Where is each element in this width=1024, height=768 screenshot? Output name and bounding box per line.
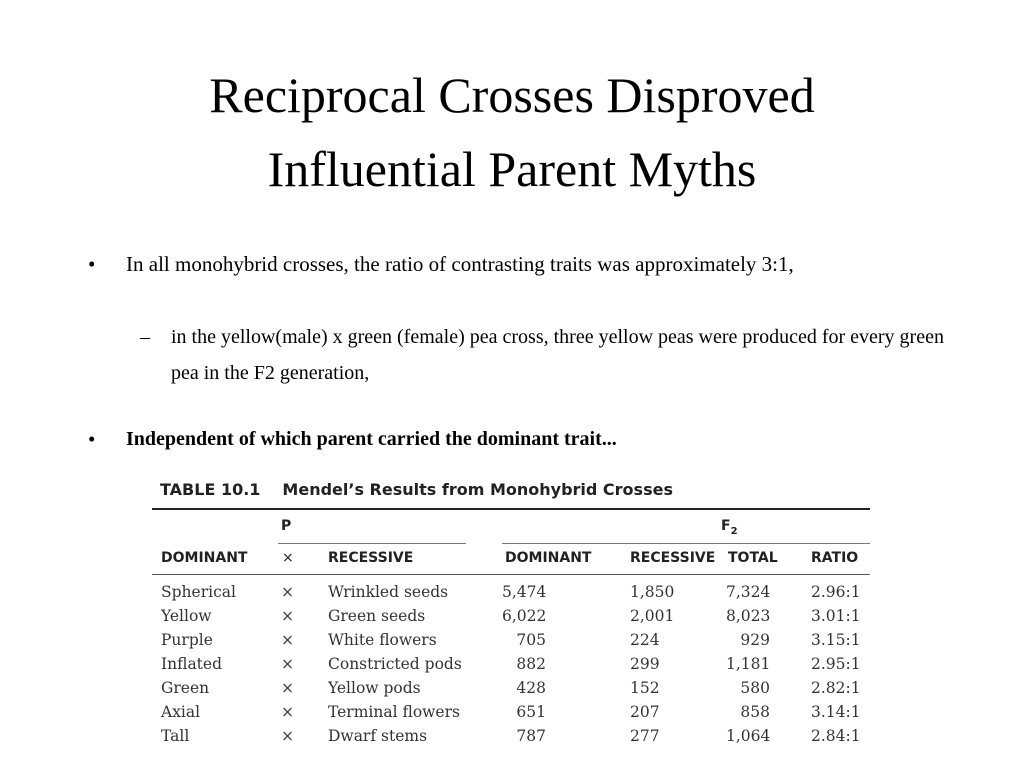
table-row bbox=[152, 631, 872, 655]
table-number: TABLE 10.1 bbox=[160, 480, 261, 499]
group-rule-f2 bbox=[502, 543, 870, 544]
col-header-f2-dominant: DOMINANT bbox=[505, 550, 592, 566]
cell-total: 1,064 bbox=[726, 727, 771, 745]
col-header-total: TOTAL bbox=[728, 550, 778, 566]
col-header-ratio: RATIO bbox=[811, 550, 859, 566]
cell-dominant: Axial bbox=[161, 703, 201, 721]
cell-f2-dominant: 651 bbox=[516, 703, 546, 721]
cell-total: 929 bbox=[740, 631, 770, 649]
cell-cross: × bbox=[281, 631, 294, 649]
cell-cross: × bbox=[281, 583, 294, 601]
cell-f2-recessive: 277 bbox=[630, 727, 660, 745]
bullet-text: In all monohybrid crosses, the ratio of contrasting traits was approximately 3:1, bbox=[126, 252, 794, 276]
cell-ratio: 3.14:1 bbox=[811, 703, 861, 721]
col-header-recessive: RECESSIVE bbox=[328, 550, 414, 566]
table-top-rule bbox=[152, 508, 870, 510]
cell-ratio: 2.82:1 bbox=[811, 679, 861, 697]
table-row bbox=[152, 655, 872, 679]
cell-f2-dominant: 428 bbox=[516, 679, 546, 697]
cell-dominant: Purple bbox=[161, 631, 213, 649]
cell-cross: × bbox=[281, 679, 294, 697]
results-table bbox=[152, 476, 872, 756]
cell-f2-recessive: 207 bbox=[630, 703, 660, 721]
table-row bbox=[152, 703, 872, 727]
cell-dominant: Spherical bbox=[161, 583, 236, 601]
cell-total: 8,023 bbox=[726, 607, 771, 625]
table-row bbox=[152, 679, 872, 703]
cell-recessive: Green seeds bbox=[328, 607, 426, 625]
cell-total: 1,181 bbox=[726, 655, 771, 673]
sub-bullet-text: in the yellow(male) x green (female) pea cross, three yellow peas were produced for every green pea in the F2 generation, bbox=[171, 326, 944, 384]
cell-f2-dominant: 882 bbox=[516, 655, 546, 673]
col-header-f2-recessive: RECESSIVE bbox=[630, 550, 716, 566]
group-rule-p bbox=[278, 543, 466, 544]
col-header-dominant: DOMINANT bbox=[161, 550, 248, 566]
cell-ratio: 3.01:1 bbox=[811, 607, 861, 625]
cell-cross: × bbox=[281, 607, 294, 625]
table-title: Mendel’s Results from Monohybrid Crosses bbox=[282, 480, 673, 499]
slide-title-line-1: Reciprocal Crosses Disproved bbox=[209, 67, 815, 123]
group-header-f2-subscript: 2 bbox=[730, 525, 738, 537]
cell-total: 858 bbox=[740, 703, 770, 721]
cell-cross: × bbox=[281, 727, 294, 745]
cell-total: 580 bbox=[740, 679, 770, 697]
cell-recessive: Dwarf stems bbox=[328, 727, 428, 745]
col-header-cross: × bbox=[282, 550, 294, 566]
dash-icon: – bbox=[140, 326, 150, 348]
table-caption bbox=[160, 480, 673, 499]
cell-dominant: Yellow bbox=[161, 607, 212, 625]
cell-f2-recessive: 299 bbox=[630, 655, 660, 673]
table-row bbox=[152, 607, 872, 631]
cell-recessive: Wrinkled seeds bbox=[328, 583, 449, 601]
bullet-icon: • bbox=[88, 427, 96, 451]
cell-f2-recessive: 2,001 bbox=[630, 607, 675, 625]
cell-ratio: 2.95:1 bbox=[811, 655, 861, 673]
cell-f2-recessive: 224 bbox=[630, 631, 660, 649]
slide-title bbox=[0, 58, 1024, 206]
cell-dominant: Inflated bbox=[161, 655, 223, 673]
cell-recessive: White flowers bbox=[328, 631, 437, 649]
cell-dominant: Tall bbox=[161, 727, 190, 745]
cell-ratio: 3.15:1 bbox=[811, 631, 861, 649]
cell-f2-recessive: 152 bbox=[630, 679, 660, 697]
cell-f2-recessive: 1,850 bbox=[630, 583, 675, 601]
slide-title-line-2: Influential Parent Myths bbox=[267, 141, 757, 197]
group-header-f2 bbox=[721, 518, 738, 537]
bullet-text: Independent of which parent carried the dominant trait... bbox=[126, 428, 617, 450]
cell-f2-dominant: 705 bbox=[516, 631, 546, 649]
cell-f2-dominant: 787 bbox=[516, 727, 546, 745]
cell-recessive: Terminal flowers bbox=[328, 703, 460, 721]
bullet-icon: • bbox=[88, 252, 96, 276]
cell-cross: × bbox=[281, 655, 294, 673]
header-bottom-rule bbox=[152, 574, 870, 575]
cell-f2-dominant: 6,022 bbox=[502, 607, 547, 625]
group-header-p: P bbox=[281, 518, 292, 534]
table-row bbox=[152, 583, 872, 607]
cell-f2-dominant: 5,474 bbox=[502, 583, 547, 601]
cell-recessive: Constricted pods bbox=[328, 655, 462, 673]
cell-recessive: Yellow pods bbox=[328, 679, 421, 697]
cell-ratio: 2.96:1 bbox=[811, 583, 861, 601]
cell-dominant: Green bbox=[161, 679, 210, 697]
group-header-f2-label: F bbox=[721, 518, 731, 534]
cell-cross: × bbox=[281, 703, 294, 721]
table-row bbox=[152, 727, 872, 751]
cell-total: 7,324 bbox=[726, 583, 771, 601]
cell-ratio: 2.84:1 bbox=[811, 727, 861, 745]
